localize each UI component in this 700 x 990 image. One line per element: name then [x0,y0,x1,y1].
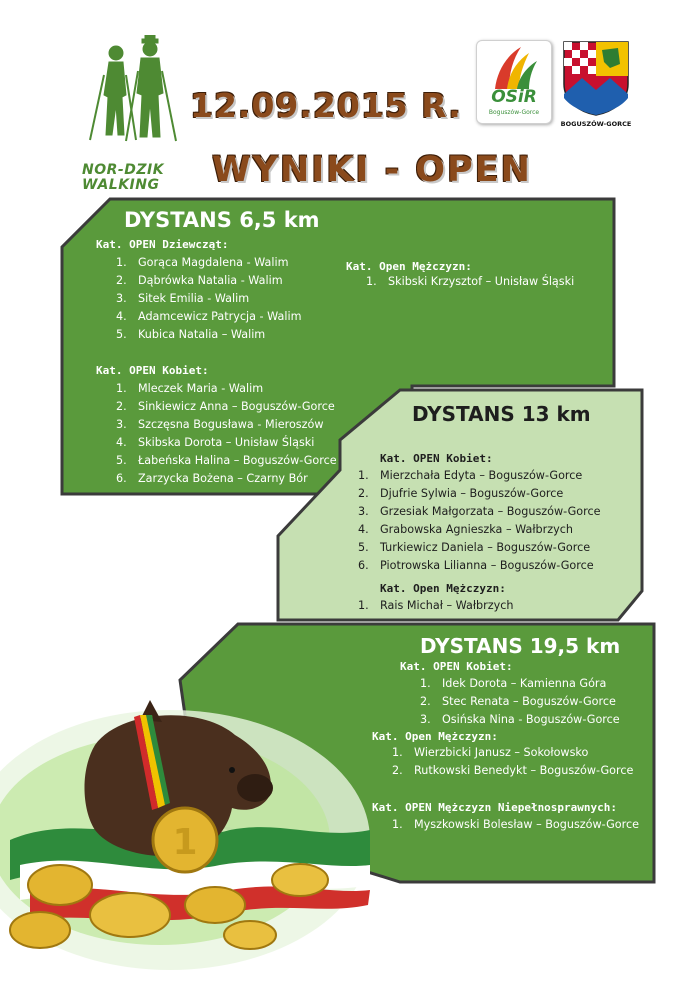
list-item: 1. Skibski Krzysztof – Unisław Śląski [366,275,575,288]
list-item: 3. Szczęsna Bogusława - Mieroszów [116,418,324,431]
list-item: 1. Wierzbicki Janusz – Sokołowsko [392,746,589,759]
page-title: WYNIKI - OPEN [212,150,532,190]
results-list-women-13km [358,467,601,575]
list-item: 3. Sitek Emilia - Walim [116,292,250,305]
list-item: 3. Osińska Nina - Boguszów-Gorce [420,713,620,726]
osir-name: OSiR [491,87,537,107]
section-title-19-5km: DYSTANS 19,5 km [420,634,621,658]
results-list-men-19-5km [392,744,633,780]
category-label: Kat. OPEN Kobiet: [400,660,513,673]
category-label: Kat. OPEN Dziewcząt: [96,238,229,251]
list-item: 2. Stec Renata – Boguszów-Gorce [420,695,616,708]
category-label: Kat. Open Mężczyzn: [380,582,506,595]
results-list-girls-6-5km [116,254,301,344]
list-item: 1. Gorąca Magdalena - Walim [116,256,289,269]
results-list-disabled-men-19-5km [392,816,639,834]
list-item: 2. Sinkiewicz Anna – Boguszów-Gorce [116,400,335,413]
list-item: 2. Dąbrówka Natalia - Walim [116,274,283,287]
osir-subtitle: Boguszów-Gorce [488,109,540,116]
results-list-men-13km [358,597,513,615]
list-item: 6. Piotrowska Lilianna – Boguszów-Gorce [358,559,594,572]
list-item: 5. Turkiewicz Daniela – Boguszów-Gorce [358,541,591,554]
crest-caption: BOGUSZÓW-GORCE [560,120,632,128]
list-item: 4. Adamcewicz Patrycja - Walim [116,310,302,323]
list-item: 1. Idek Dorota – Kamienna Góra [420,677,607,690]
list-item: 5. Kubica Natalia – Walim [116,328,266,341]
svg-text:1: 1 [172,822,198,863]
category-label: Kat. Open Mężczyzn: [346,260,472,273]
category-label: Kat. OPEN Mężczyzn Niepełnosprawnych: [372,801,618,814]
list-item: 2. Djufrie Sylwia – Boguszów-Gorce [358,487,564,500]
list-item: 4. Skibska Dorota – Unisław Śląski [116,436,315,449]
results-list-men-6-5km [366,273,574,291]
category-label: Kat. Open Mężczyzn: [372,730,498,743]
list-item: 4. Grabowska Agnieszka – Wałbrzych [358,523,573,536]
results-list-women-19-5km [420,675,620,729]
results-list-women-6-5km [116,380,337,488]
category-label: Kat. OPEN Kobiet: [380,452,493,465]
boar-medals-illustration [0,690,400,990]
list-item: 6. Zarzycka Bożena – Czarny Bór [116,472,308,485]
logo-text-line2: WALKING [82,177,160,193]
section-title-13km: DYSTANS 13 km [412,402,591,426]
list-item: 1. Mierzchała Edyta – Boguszów-Gorce [358,469,583,482]
category-label: Kat. OPEN Kobiet: [96,364,209,377]
section-title-6-5km: DYSTANS 6,5 km [124,208,320,232]
list-item: 5. Łabeńska Halina – Boguszów-Gorce [116,454,337,467]
event-date: 12.09.2015 R. [190,86,462,125]
list-item: 2. Rutkowski Benedykt – Boguszów-Gorce [392,764,634,777]
list-item: 1. Myszkowski Bolesław – Boguszów-Gorce [392,818,640,831]
list-item: 3. Grzesiak Małgorzata – Boguszów-Gorce [358,505,601,518]
list-item: 1. Mleczek Maria - Walim [116,382,264,395]
list-item: 1. Rais Michał – Wałbrzych [358,599,514,612]
logo-text-line1: NOR-DZIK [82,162,165,178]
